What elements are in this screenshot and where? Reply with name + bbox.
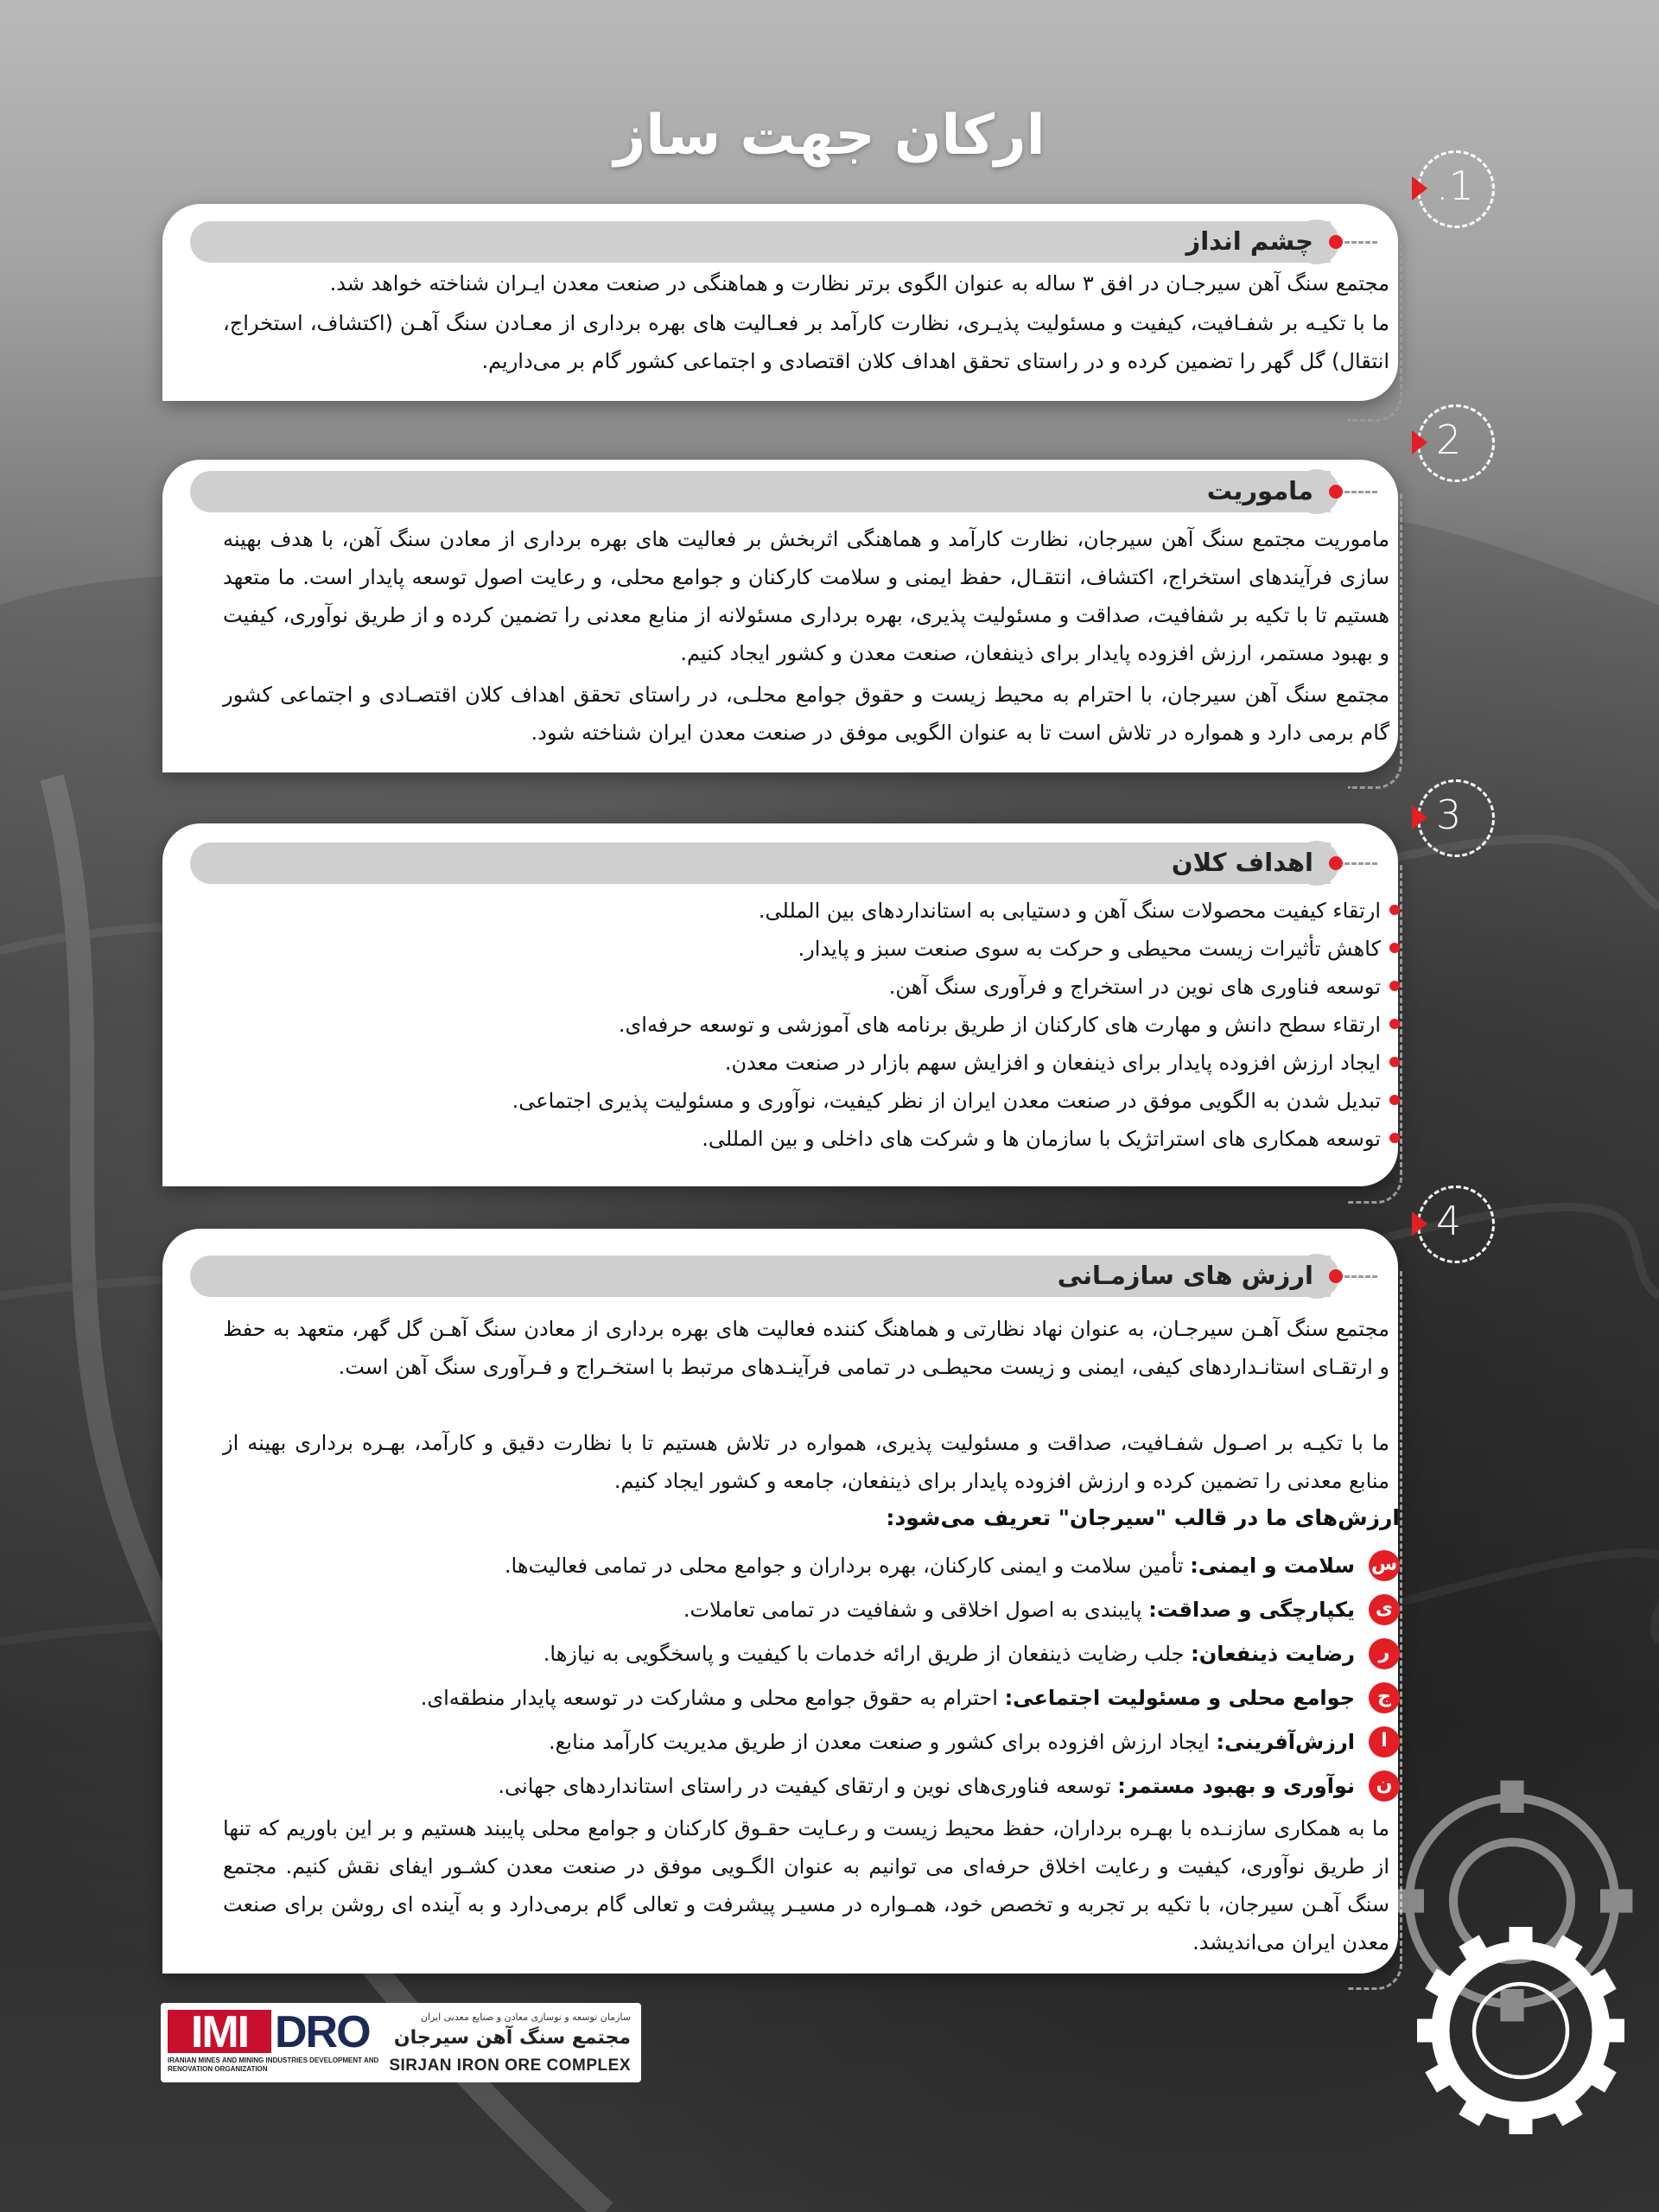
header-connector: [1344, 1275, 1377, 1278]
section-number-badge: [1417, 779, 1495, 857]
bullet-icon: [1389, 1133, 1400, 1143]
section-title: ماموریت: [1206, 476, 1313, 505]
value-item: ج جوامع محلی و مسئولیت اجتماعی: احترام به حقوق جوامع محلی و مشارکت در توسعه پایدار منطقه‌ای.: [216, 1681, 1400, 1725]
org-name-fa: سازمان توسعه و نوسازی معادن و صنایع معدنی ایران: [420, 2012, 631, 2023]
section-title: چشم انداز: [1185, 226, 1313, 256]
section-title: ارزش های سازمـانی: [1057, 1261, 1313, 1290]
section-paragraph: ما با تکیـه بر اصـول شفـافیت، صداقت و مسئولیت پذیری، همواره در تلاش هستیم تا با نظارت دقیق و کارآمد، بهـره برداری بهینه از منابع معدنی را تضمین کرده و ارزش افزوده پایدار برای ذینفعان، جامعه و کشور ایجاد کنیم.: [223, 1431, 1389, 1493]
footer-logo: [161, 2003, 641, 2082]
section-title: اهداف کلان: [1171, 848, 1313, 877]
value-item: ی یکپارچگی و صداقت: پایبندی به اصول اخلاقی و شفافیت در تمامی تعاملات.: [216, 1592, 1400, 1637]
section-paragraph: ما با تکیـه بر شفـافیت، کیفیت و مسئولیت پذیـری، نظارت کارآمد بر فعـالیت های بهره برداری از معـادن سنگ آهـن (اکتشاف، استخراج، انتقال) گل گهر را تضمین کرده و در راستای تحقق اهداف کلان اقتصادی و اجتماعی کشور گام بر می‌داریم.: [223, 311, 1389, 373]
letter-badge: س: [1369, 1550, 1400, 1581]
header-bullet-icon: [1329, 485, 1343, 499]
header-connector: [1344, 241, 1377, 244]
header-connector: [1344, 491, 1377, 493]
list-item: ارتقاء سطح دانش و مهارت های کارکنان از طریق برنامه های آموزشی و توسعه حرفه‌ای.: [216, 1006, 1400, 1044]
arrow-icon: [1412, 1211, 1427, 1236]
page-title: ارکان جهت ساز: [613, 104, 1046, 168]
goals-list: [216, 892, 1400, 1158]
letter-badge: ا: [1369, 1726, 1400, 1758]
value-item: ن نوآوری و بهبود مستمر: توسعه فناوری‌های نوین و ارتقای کیفیت در راستای استانداردهای جهانی.: [216, 1769, 1400, 1813]
value-item: ر رضایت ذینفعان: جلب رضایت ذینفعان از طریق ارائه خدمات با کیفیت و پاسخگویی به نیازها.: [216, 1637, 1400, 1681]
section-header-bar: [190, 842, 1331, 884]
bullet-icon: [1389, 1057, 1400, 1067]
section-number-badge: [1417, 150, 1495, 228]
section-number-badge: [1417, 1185, 1495, 1263]
arrow-icon: [1412, 805, 1427, 830]
section-number: 3: [1436, 791, 1462, 838]
bullet-icon: [1389, 905, 1400, 915]
bullet-icon: [1389, 943, 1400, 953]
imidro-logo-red: IMI: [168, 2010, 271, 2053]
company-name-fa: مجتمع سنگ آهن سیرجان: [393, 2027, 631, 2049]
section-paragraph: مجتمع سنگ آهن سیرجـان در افق ۳ ساله به عنوان الگوی برتر نظارت و هماهنگی در صنعت معدن ایـران شناخته خواهد شد.: [329, 271, 1389, 296]
bullet-icon: [1389, 1019, 1400, 1029]
values-heading: ارزش‌های ما در قالب "سیرجان" تعریف می‌شود:: [886, 1505, 1400, 1530]
section-header-bar: [190, 471, 1331, 512]
arrow-icon: [1412, 176, 1427, 200]
imidro-subtitle: IRANIAN MINES AND MINING INDUSTRIES DEVELOPMENT AND RENOVATION ORGANIZATION: [168, 2056, 379, 2073]
closing-paragraph: ما به همکاری سازنـده با بهـره برداران، حفظ محیط زیست و رعـایت حقـوق کارکنان و جوامع محلی پایبند هستیم و بر این باوریم که تنها از طریق نوآوری، کیفیت و رعایت اخلاق حرفه‌ای می توانیم به عنوان الگـویی موفق در صنعت معدن کشـور ایفای نقش کنیم. مجتمع سنگ آهـن سیرجان، با تکیه بر تجربه و تخصص خود، همـواره در مسیـر پیشرفت و تعالی گام برمی‌دارد و به آینده ای روشن برای صنعت معدن ایران می‌اندیشد.: [223, 1816, 1389, 1955]
list-item: توسعه همکاری های استراتژیک با سازمان ها و شرکت های داخلی و بین المللی.: [216, 1120, 1400, 1158]
value-item: س سلامت و ایمنی: تأمین سلامت و ایمنی کارکنان، بهره برداران و جوامع محلی در تمامی فعالیت‌ها.: [216, 1548, 1400, 1592]
header-bullet-icon: [1329, 856, 1343, 870]
company-name-en: SIRJAN IRON ORE COMPLEX: [389, 2056, 631, 2075]
section-number: 4: [1436, 1198, 1462, 1244]
bullet-icon: [1389, 1095, 1400, 1105]
section-number: 2: [1436, 416, 1462, 463]
list-item: ارتقاء کیفیت محصولات سنگ آهن و دستیابی به استانداردهای بین المللی.: [216, 892, 1400, 930]
letter-badge: ج: [1369, 1682, 1400, 1713]
section-paragraph: مجتمع سنگ آهـن سیرجـان، به عنوان نهاد نظارتی و هماهنگ کننده فعالیت های بهره برداری از معادن سنگ آهـن گل گهر، متعهد به حفظ و ارتقـای استانـداردهای کیفی، ایمنی و زیست محیطـی در تمامی فرآینـدهای مرتبط با استخـراج و فـرآوری سنگ آهن است.: [223, 1317, 1389, 1379]
letter-badge: ن: [1369, 1770, 1400, 1802]
header-connector: [1344, 862, 1377, 865]
letter-badge: ی: [1369, 1594, 1400, 1625]
section-number-badge: [1417, 404, 1495, 482]
header-bullet-icon: [1329, 1269, 1343, 1283]
arrow-icon: [1412, 430, 1427, 454]
bullet-icon: [1389, 981, 1400, 991]
sirjan-values-list: [216, 1548, 1400, 1813]
gear-icon: [1391, 1901, 1650, 2160]
section-header-bar: [190, 221, 1331, 263]
section-paragraph: ماموریت مجتمع سنگ آهن سیرجان، نظارت کارآمد و هماهنگی اثربخش بر فعالیت های بهره برداری از معادن سنگ آهن، با هدف بهینه سازی فرآیندهای استخراج، اکتشاف، انتقـال، حفظ ایمنی و سلامت کارکنان و جوامع محلی، و رعایت اصول توسعه پایدار است. ما متعهد هستیم تا با تکیه بر شفافیت، صداقت و مسئولیت پذیری، بهره برداری مسئولانه از منابع معدنی را تضمین کرده و از طریق نوآوری، کیفیت و بهبود مستمر، ارزش افزوده پایدار برای ذینفعان، صنعت معدن و کشور ایجاد کنیم.: [223, 527, 1389, 665]
list-item: ایجاد ارزش افزوده پایدار برای ذینفعان و افزایش سهم بازار در صنعت معدن.: [216, 1044, 1400, 1082]
letter-badge: ر: [1369, 1638, 1400, 1669]
list-item: کاهش تأثیرات زیست محیطی و حرکت به سوی صنعت سبز و پایدار.: [216, 930, 1400, 968]
value-item: ا ارزش‌آفرینی: ایجاد ارزش افزوده برای کشور و صنعت معدن از طریق مدیریت کارآمد منابع.: [216, 1725, 1400, 1769]
header-bullet-icon: [1329, 235, 1343, 249]
imidro-logo-dark: DRO: [275, 2007, 370, 2057]
list-item: تبدیل شدن به الگویی موفق در صنعت معدن ایران از نظر کیفیت، نوآوری و مسئولیت پذیری اجتماعی.: [216, 1082, 1400, 1120]
section-paragraph: مجتمع سنگ آهن سیرجان، با احترام به محیط زیست و حقوق جوامع محلـی، در راستای تحقق اهداف کلان اقتصـادی و اجتماعی کشور گام برمی دارد و همواره در تلاش است تا به عنوان الگویی موفق در صنعت معدن ایران شناخته شود.: [223, 683, 1389, 745]
section-number: .1: [1436, 162, 1474, 209]
imidro-logo: [168, 2007, 387, 2057]
list-item: توسعه فناوری های نوین در استخراج و فرآوری سنگ آهن.: [216, 968, 1400, 1006]
